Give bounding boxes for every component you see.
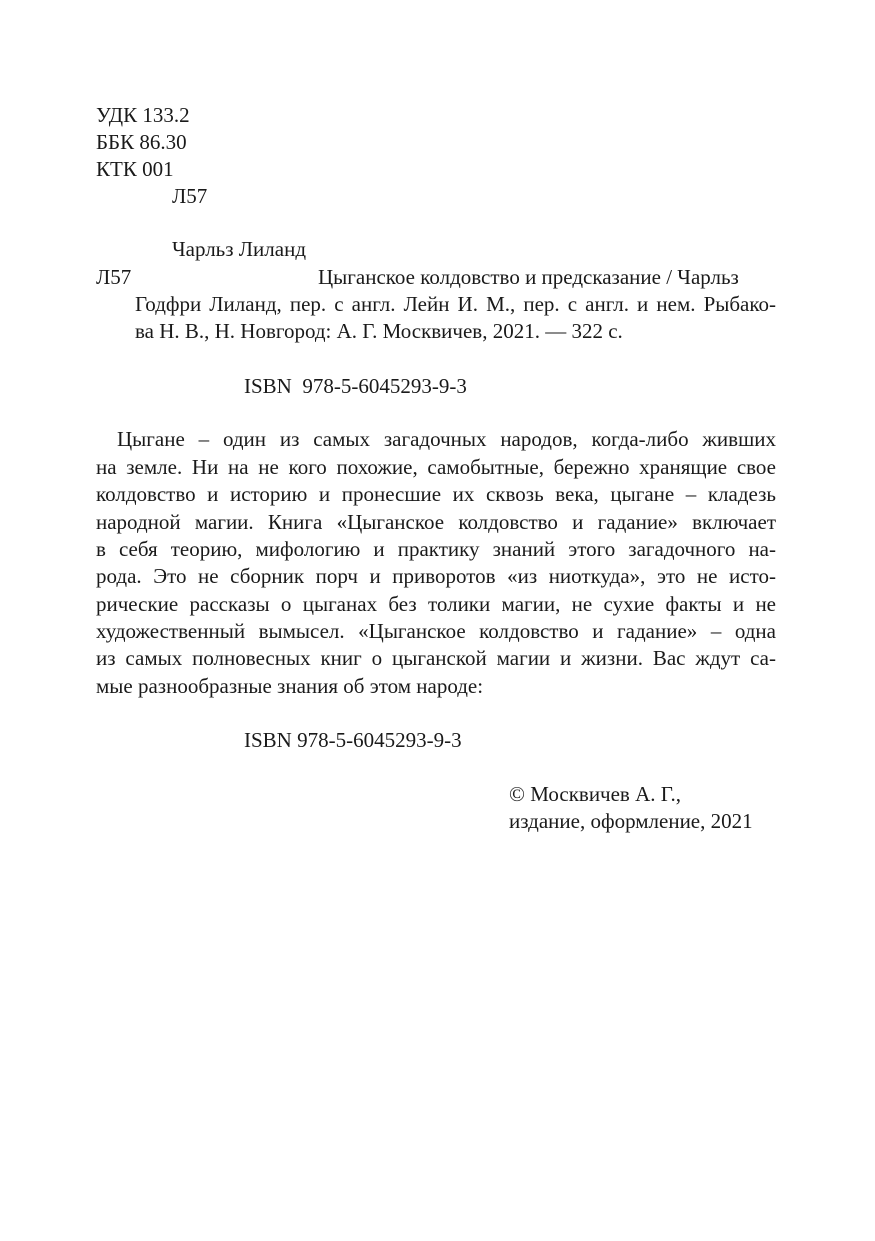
copyright-details: издание, оформление, 2021 xyxy=(509,809,753,833)
author-name: Чарльз Лиланд xyxy=(172,237,306,261)
udk-code: УДК 133.2 xyxy=(96,103,190,127)
annotation-line: колдовство и историю и пронесшие их сквозь века, цыгане – кладезь xyxy=(96,482,776,506)
bibliography-sign: Л57 xyxy=(96,265,132,289)
ktk-code: КТК 001 xyxy=(96,157,174,181)
bibliography-line: ва Н. В., Н. Новгород: А. Г. Москвичев, 2021. — 322 с. xyxy=(135,319,623,343)
annotation-line: Цыгане – один из самых загадочных народов, когда-либо живших xyxy=(117,427,776,451)
bibliography-line: Годфри Лиланд, пер. с англ. Лейн И. М., пер. с англ. и нем. Рыбако- xyxy=(135,292,776,316)
annotation-line: в себя теорию, мифологию и практику знаний этого загадочного на- xyxy=(96,537,776,561)
annotation-line: мые разнообразные знания об этом народе: xyxy=(96,674,484,698)
isbn-bottom: ISBN 978-5-6045293-9-3 xyxy=(244,728,462,752)
annotation-line: художественный вымысел. «Цыганское колдовство и гадание» – одна xyxy=(96,619,776,643)
author-sign: Л57 xyxy=(172,184,208,208)
annotation-line: народной магии. Книга «Цыганское колдовство и гадание» включает xyxy=(96,510,776,534)
annotation-line: рода. Это не сборник порч и приворотов «из ниоткуда», это не исто- xyxy=(96,564,776,588)
bibliography-title-line: Цыганское колдовство и предсказание / Чарльз xyxy=(318,265,739,289)
annotation-line: рические рассказы о цыганах без толики магии, не сухие факты и не xyxy=(96,592,776,616)
annotation-line: на земле. Ни на не кого похожие, самобытные, бережно хранящие свое xyxy=(96,455,776,479)
annotation-line: из самых полновесных книг о цыганской магии и жизни. Вас ждут са- xyxy=(96,646,776,670)
bbk-code: ББК 86.30 xyxy=(96,130,187,154)
copyright-holder: © Москвичев А. Г., xyxy=(509,782,682,806)
isbn-record: ISBN 978-5-6045293-9-3 xyxy=(244,374,467,398)
